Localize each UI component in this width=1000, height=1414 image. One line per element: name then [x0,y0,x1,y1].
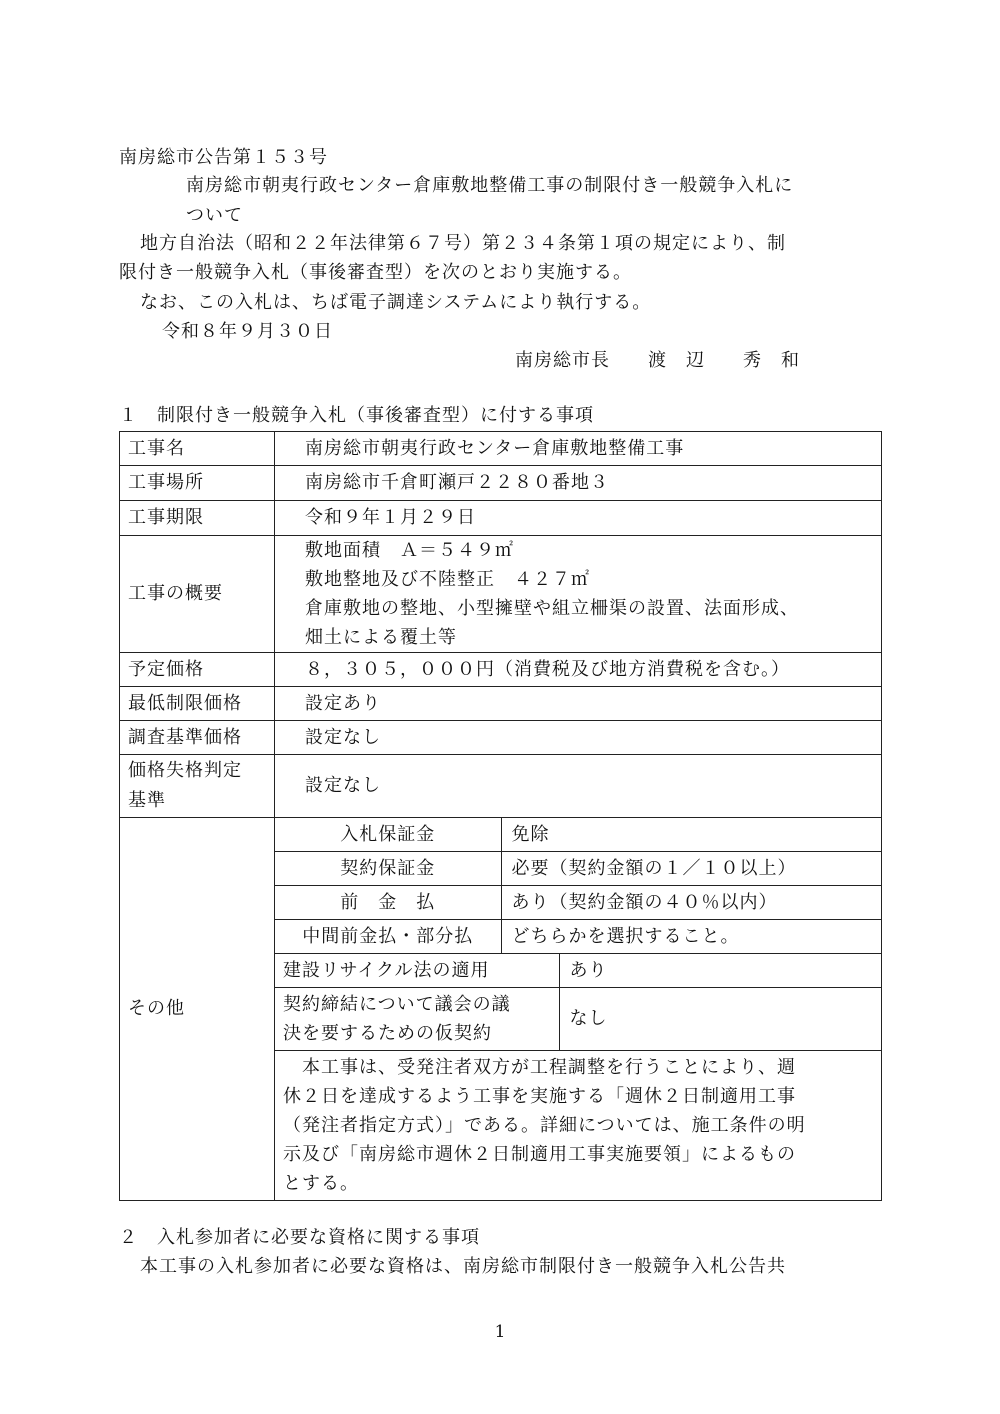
other-subtable-1 [275,818,881,953]
body-line-3: なお、この入札は、ちば電子調達システムにより執行する。 [140,292,652,313]
interim-payment-value: どちらかを選択すること。 [511,925,740,947]
page-number: 1 [494,1322,506,1342]
work-name-value: 南房総市朝夷行政センター倉庫敷地整備工事 [275,432,882,466]
table-row [120,466,882,501]
note-line: とする。 [283,1173,359,1194]
section1-heading: １ 制限付き一般競争入札（事後審査型）に付する事項 [119,405,594,426]
table-row [120,432,882,466]
label-line: 契約締結について議会の議 [283,994,511,1015]
provisional-contract-label [275,988,559,1051]
provisional-contract-value: なし [559,988,881,1051]
table-row [120,687,882,721]
advance-payment-value: あり（契約金額の４０％以内） [501,886,881,920]
work-overview-label: 工事の概要 [120,536,275,653]
note-line: （発注者指定方式）」である。詳細については、施工条件の明 [283,1115,806,1136]
overview-line: 倉庫敷地の整地、小型擁壁や組立柵渠の設置、法面形成、 [305,598,799,619]
survey-base-price-value: 設定なし [275,721,882,755]
advance-payment-label: 前 金 払 [275,886,501,920]
work-deadline-value: 令和９年１月２９日 [275,501,882,536]
contract-bond-label: 契約保証金 [275,852,501,886]
interim-payment-label: 中間前金払・部分払 [275,920,501,954]
other-details [275,818,882,1201]
table-row [120,501,882,536]
table-row [275,852,881,886]
label-line: 基準 [128,790,166,811]
five-day-week-note [275,1051,881,1201]
overview-line: 敷地面積 Ａ＝５４９㎡ [305,540,514,561]
table-row [275,886,881,920]
survey-base-price-label: 調査基準価格 [120,721,275,755]
bid-details-table [119,431,882,1201]
work-location-value: 南房総市千倉町瀬戸２２８０番地３ [275,466,882,501]
price-disqualification-value: 設定なし [275,755,882,818]
label-line: 価格失格判定 [128,760,242,781]
min-limit-price-value: 設定あり [275,687,882,721]
note-line: 示及び「南房総市週休２日制適用工事実施要領」によるもの [283,1144,796,1165]
table-row [275,1051,881,1201]
body-line-1: 地方自治法（昭和２２年法律第６７号）第２３４条第１項の規定により、制 [140,233,786,254]
signatory: 南房総市長 渡 辺 秀 和 [515,350,800,371]
table-row [275,920,881,954]
table-row [120,721,882,755]
recycle-law-label: 建設リサイクル法の適用 [275,954,559,988]
overview-line: 畑土による覆土等 [305,627,457,648]
recycle-law-value: あり [559,954,881,988]
table-row [120,755,882,818]
other-label: その他 [120,818,275,1201]
table-row [120,818,882,1201]
section2-text: 本工事の入札参加者に必要な資格は、南房総市制限付き一般競争入札公告共 [140,1256,786,1277]
section2-heading: ２ 入札参加者に必要な資格に関する事項 [119,1227,480,1248]
subject-line-2: ついて [186,205,243,226]
bid-bond-value: 免除 [501,818,881,852]
price-disqualification-label [120,755,275,818]
min-limit-price-label: 最低制限価格 [120,687,275,721]
table-row [120,536,882,653]
label-line: 決を要するための仮契約 [283,1023,492,1044]
table-row [275,988,881,1051]
note-line: 本工事は、受発注者双方が工程調整を行うことにより、週 [283,1057,796,1078]
table-row [275,818,881,852]
bid-bond-label: 入札保証金 [275,818,501,852]
work-overview-value [275,536,882,653]
planned-price-label: 予定価格 [120,653,275,687]
subject-line-1: 南房総市朝夷行政センター倉庫敷地整備工事の制限付き一般競争入札に [186,175,794,196]
other-subtable-2 [275,953,881,1200]
table-row [275,954,881,988]
work-deadline-label: 工事期限 [120,501,275,536]
contract-bond-value: 必要（契約金額の１／１０以上） [501,852,881,886]
work-name-label: 工事名 [120,432,275,466]
notice-number: 南房総市公告第１５３号 [119,147,328,168]
note-line: 休２日を達成するよう工事を実施する「週休２日制適用工事 [283,1086,796,1107]
overview-line: 敷地整地及び不陸整正 ４２７㎡ [305,569,590,590]
table-row [120,653,882,687]
notice-date: 令和８年９月３０日 [162,321,333,342]
body-line-2: 限付き一般競争入札（事後審査型）を次のとおり実施する。 [119,262,632,283]
work-location-label: 工事場所 [120,466,275,501]
planned-price-value: ８，３０５，０００円（消費税及び地方消費税を含む。） [275,653,882,687]
